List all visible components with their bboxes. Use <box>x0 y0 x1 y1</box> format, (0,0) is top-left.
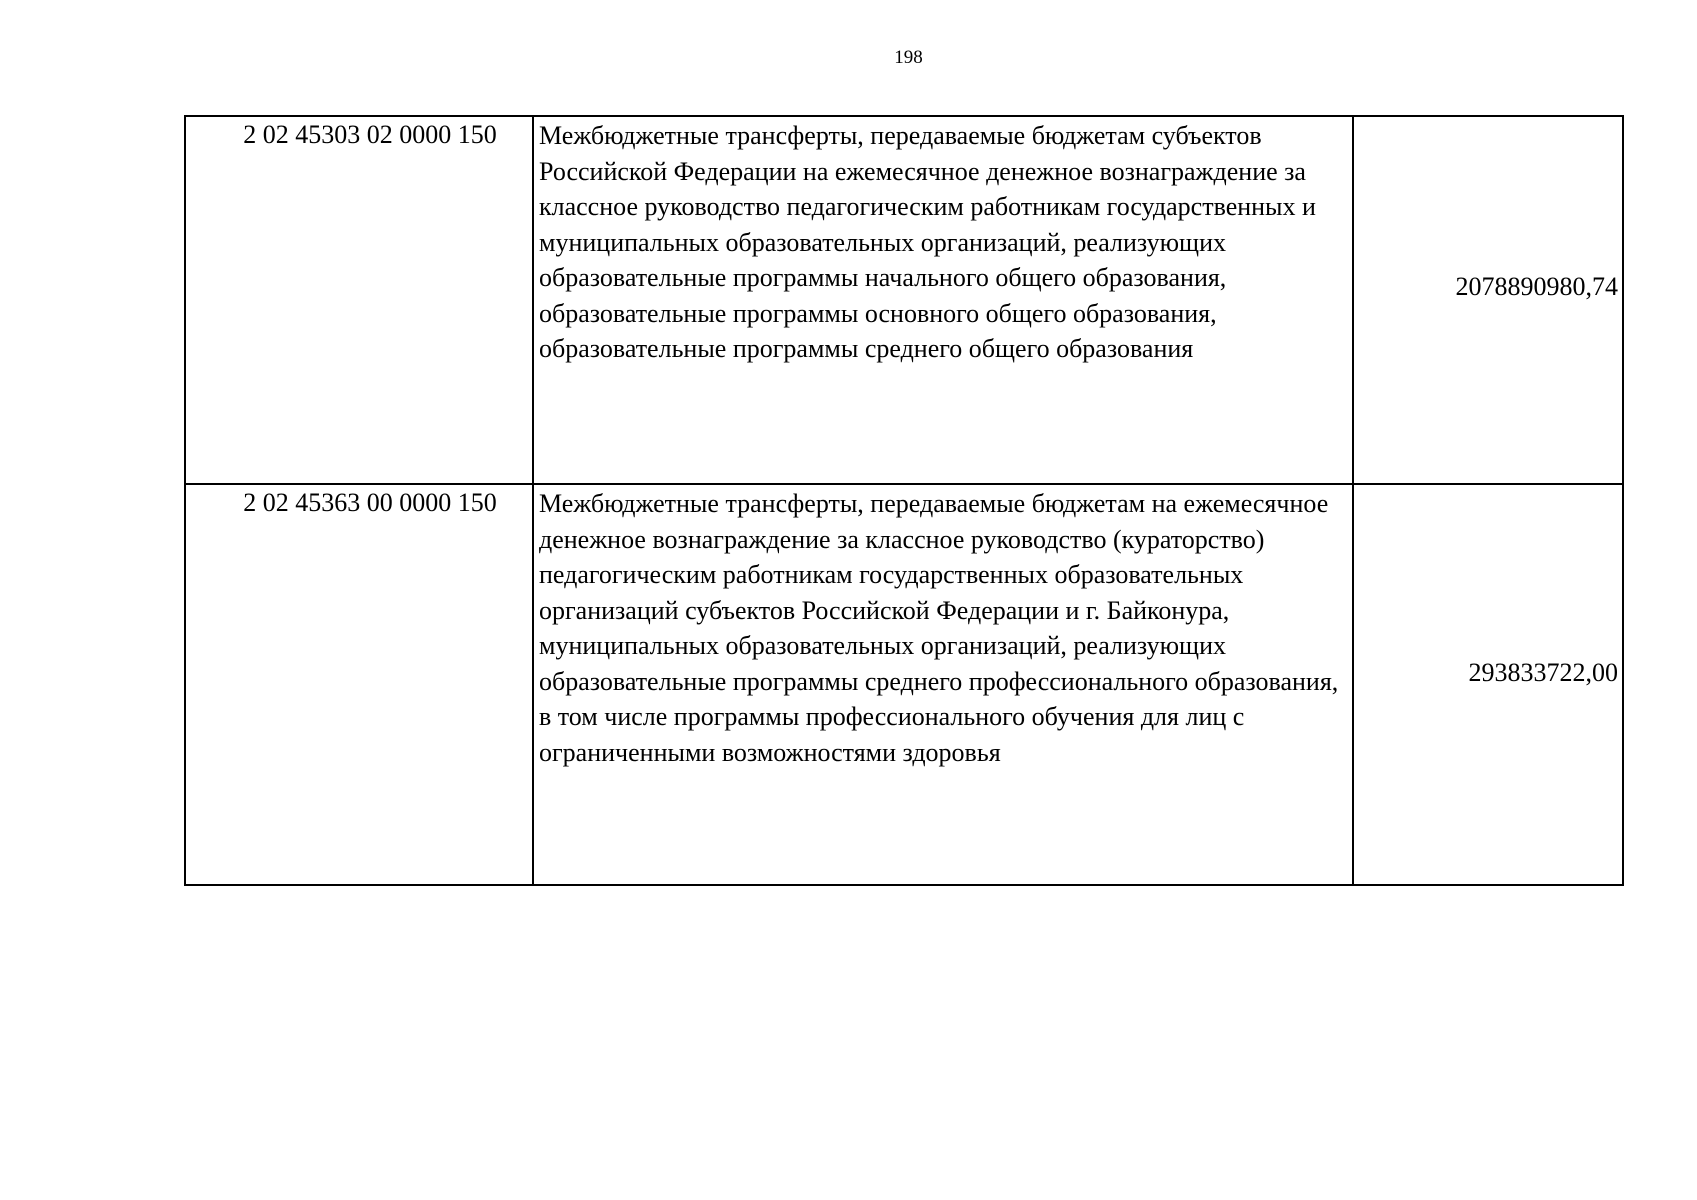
budget-code-cell <box>185 116 533 484</box>
description-cell: Межбюджетные трансферты, передаваемые бюджетам субъектов Российской Федерации на ежемесячное денежное вознаграждение за классное руководство педагогическим работникам государственных и муниципальных образовательных организаций, реализующих образовательные программы начального общего образования, образовательные программы основного общего образования, образовательные программы среднего общего образования <box>533 116 1353 484</box>
amount-cell: 293833722,00 <box>1353 484 1623 885</box>
amount-cell: 2078890980,74 <box>1353 116 1623 484</box>
table-row <box>185 484 1623 885</box>
budget-table <box>184 115 1624 886</box>
page-number: 198 <box>894 47 923 68</box>
budget-code-cell <box>185 484 533 885</box>
budget-code: 2 02 45303 02 0000 150 <box>243 120 497 149</box>
table-row <box>185 116 1623 484</box>
budget-code: 2 02 45363 00 0000 150 <box>243 488 497 517</box>
description-cell: Межбюджетные трансферты, передаваемые бюджетам на ежемесячное денежное вознаграждение за классное руководство (кураторство) педагогическим работникам государственных образовательных организаций субъектов Российской Федерации и г. Байконура, муниципальных образовательных организаций, реализующих образовательные программы среднего профессионального образования, в том числе программы профессионального обучения для лиц с ограниченными возможностями здоровья <box>533 484 1353 885</box>
